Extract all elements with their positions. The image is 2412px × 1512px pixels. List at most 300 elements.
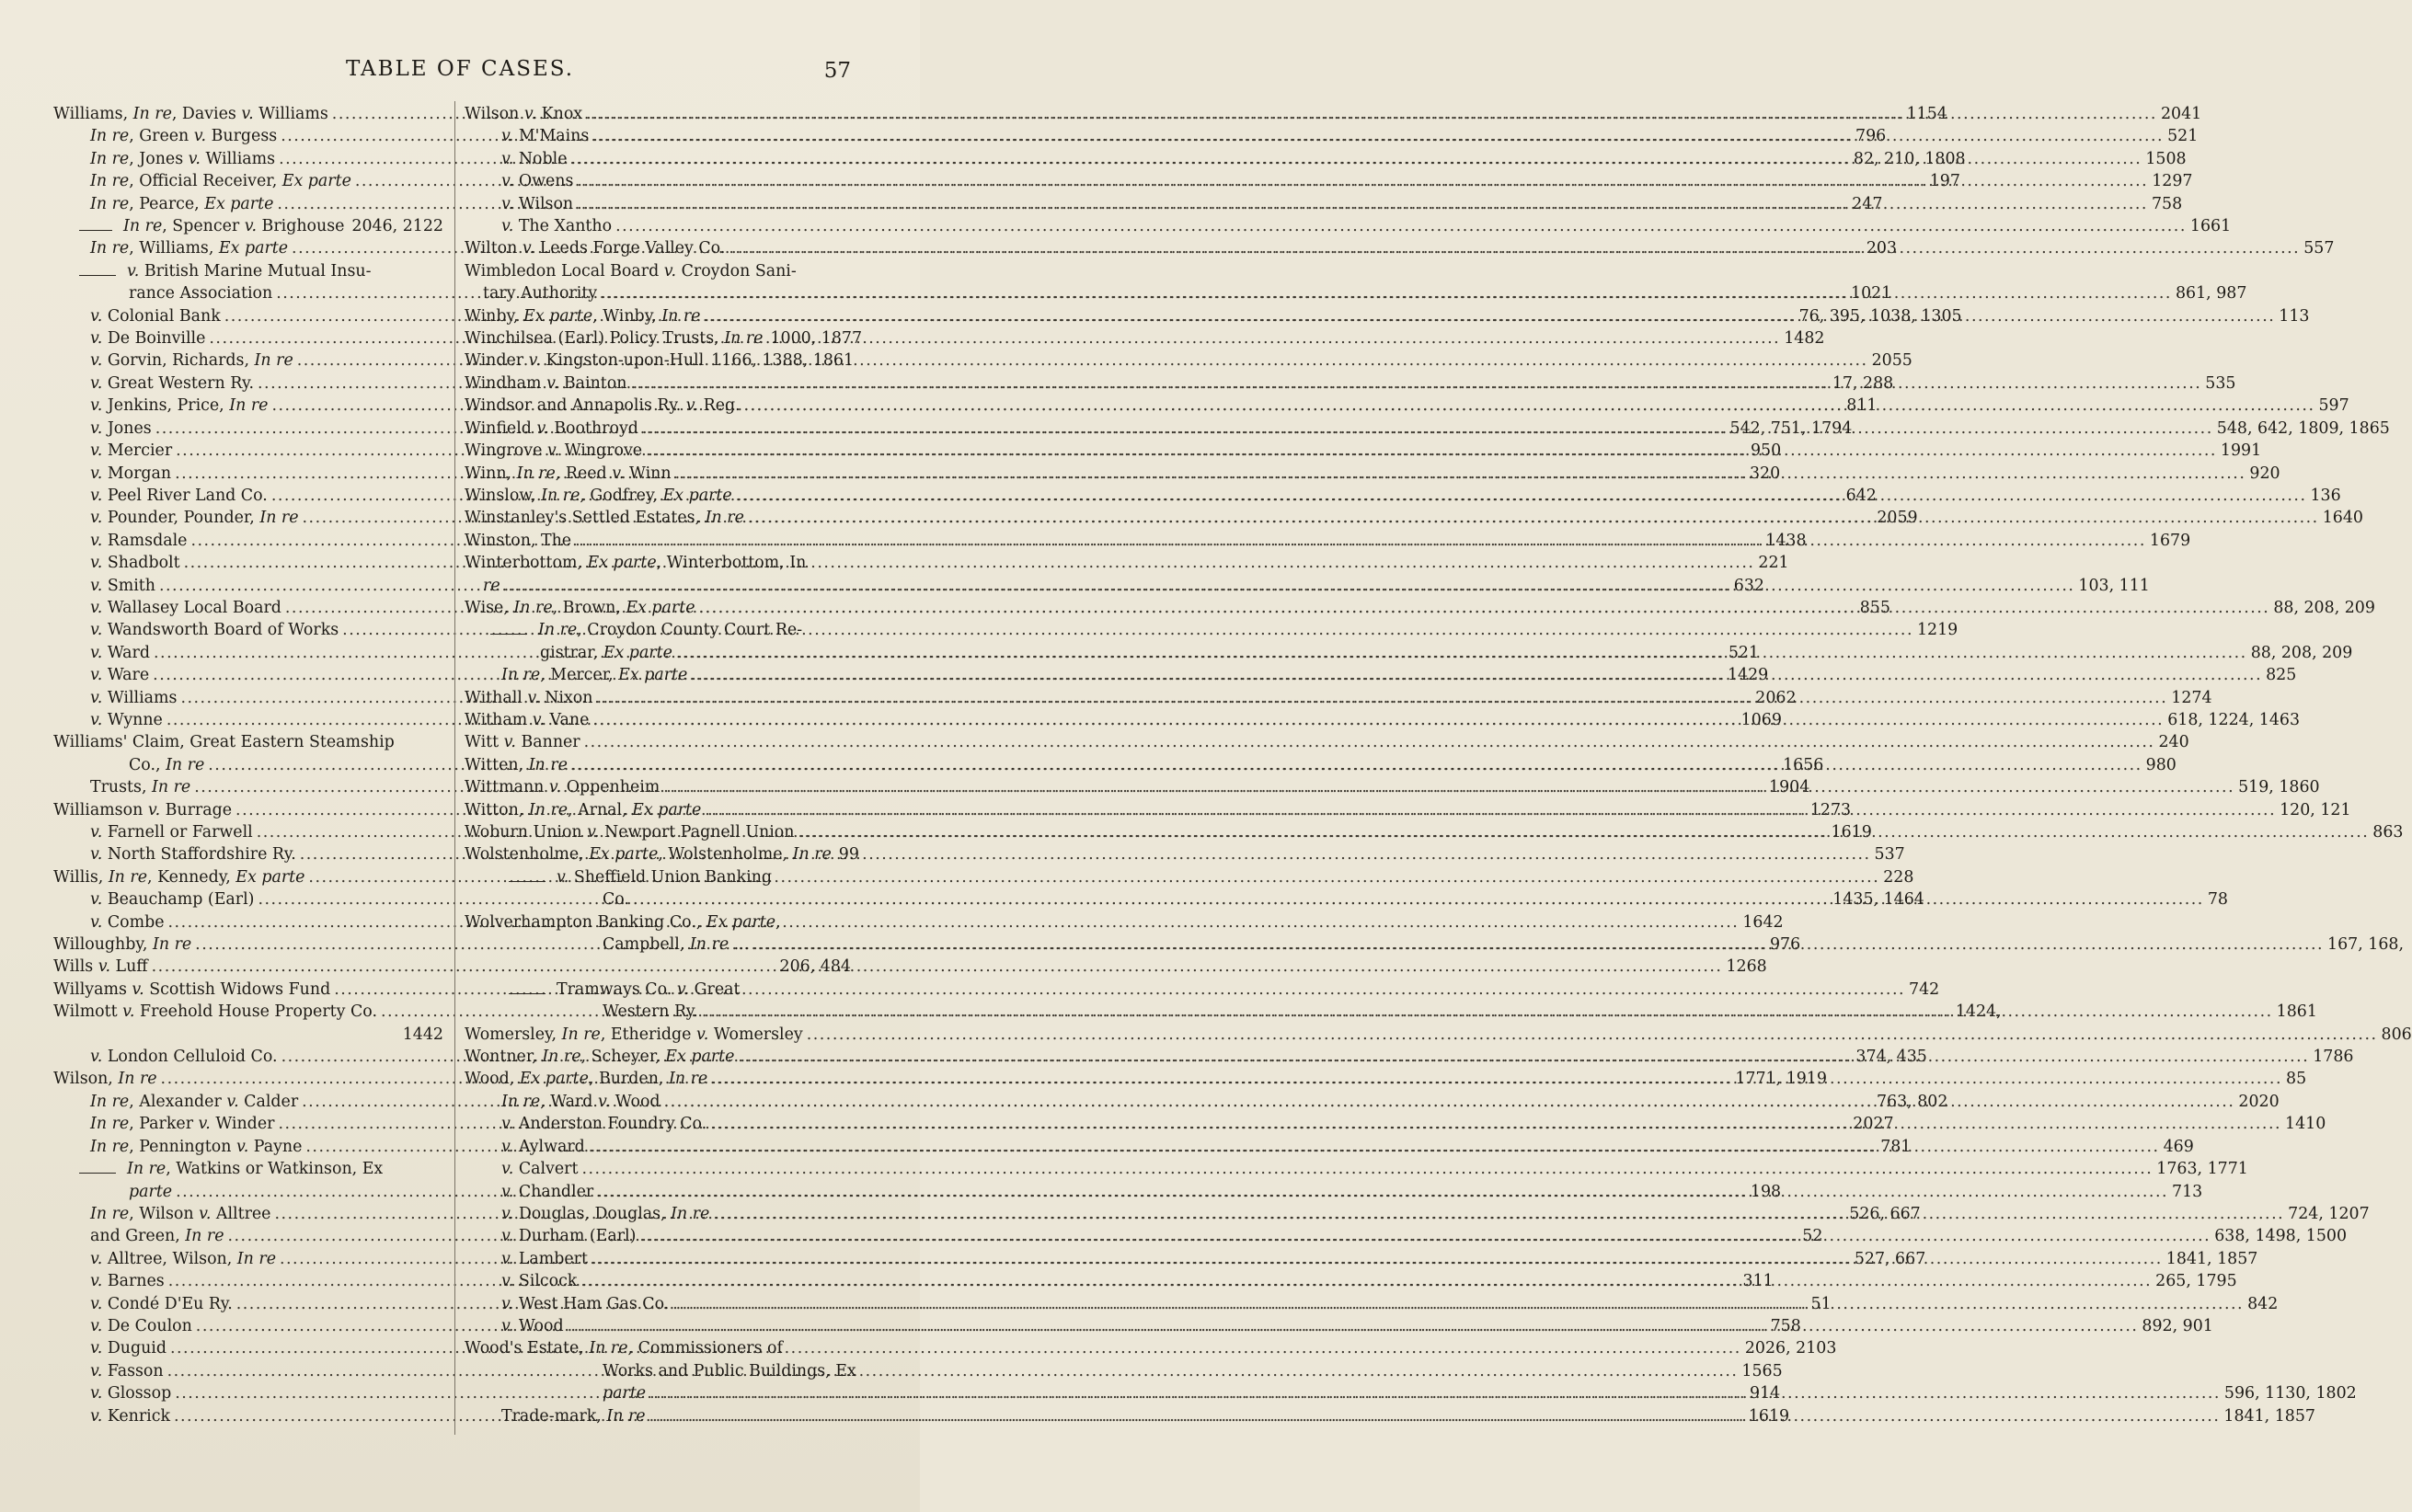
page-references: 1679 (2149, 531, 2191, 550)
case-name: Witten, In re (465, 755, 568, 774)
case-name: v. Combe (90, 912, 165, 932)
index-entry (53, 260, 443, 282)
dot-leader (170, 1337, 1741, 1359)
case-name: v. Glossop (90, 1384, 172, 1403)
case-name: v. Wilson (501, 194, 574, 213)
case-name: v. Jones (90, 418, 152, 438)
dot-leader (168, 911, 1740, 934)
dot-leader (592, 709, 2164, 731)
case-name: v. Sheffield Union Banking (557, 867, 773, 887)
case-name: v. Morgan (90, 464, 172, 483)
case-name: Wolverhampton Banking Co., Ex parte, (465, 912, 781, 932)
page-references: 892, 901 (2142, 1316, 2213, 1335)
column-divider (454, 101, 455, 1435)
dot-leader (649, 1382, 2221, 1404)
case-name: In re, Parker v. Winder (90, 1115, 275, 1134)
page-references: 374, 435 (1855, 1048, 1927, 1067)
page-references: 1021 (1851, 284, 1892, 304)
case-name: Witton, In re, Arnal, Ex parte (465, 800, 702, 819)
case-name: v. De Boinville (90, 329, 206, 349)
page-references: 1442 (402, 1025, 443, 1044)
case-name: v. Pounder, Pounder, In re (90, 509, 299, 528)
page-references: 1482 (1784, 329, 1825, 349)
page-references: 85 (2286, 1070, 2307, 1089)
case-name: v. Wandsworth Board of Works (90, 621, 339, 640)
page-references: 51 (1810, 1294, 1832, 1313)
case-name: v. Ware (90, 666, 150, 685)
dot-leader (630, 372, 2201, 395)
dot-leader (597, 1181, 2168, 1203)
case-name: In re, Croydon County Court Re- (538, 621, 803, 640)
page-references: 2026, 2103 (1744, 1339, 1837, 1358)
case-name: Winfield v. Boothroyd (465, 418, 638, 438)
dot-leader (738, 1046, 2309, 1068)
case-name: v. Mercier (90, 441, 173, 461)
case-name: Wood's Estate, In re, Commissioners of (465, 1339, 783, 1358)
page-references: 618, 1224, 1463 (2167, 710, 2301, 729)
index-entry (465, 1360, 856, 1382)
page-references: 136 (2310, 486, 2341, 505)
ditto-dash (509, 881, 546, 882)
dot-leader (589, 1136, 2160, 1158)
case-name: In re, Watkins or Watkinson, Ex (127, 1160, 384, 1179)
page-references: 527, 667 (1854, 1249, 1926, 1268)
case-name: Works and Public Buildings, Ex (603, 1361, 856, 1380)
page-references: 198 (1750, 1182, 1782, 1201)
index-entry (465, 1337, 851, 1359)
page-references: 320 (1749, 464, 1781, 483)
dot-leader (575, 530, 2146, 552)
page-references: 221 (1758, 554, 1789, 573)
case-name: v. De Coulon (90, 1316, 192, 1335)
page-references: 1763, 1771 (2156, 1160, 2248, 1179)
case-name: In re, Spencer v. Brighouse (123, 217, 345, 236)
page-references: 537 (1874, 845, 1905, 865)
case-name: v. Wynne (90, 710, 163, 729)
case-name: v. Chandler (501, 1182, 594, 1201)
case-name: Williamson v. Burrage (53, 800, 233, 819)
index-entry (53, 1158, 443, 1180)
dot-leader (568, 1315, 2139, 1337)
case-name: v. The Xantho (501, 217, 613, 236)
page-references: 1508 (2145, 149, 2187, 168)
case-name: v. Peel River Land Co. (90, 486, 268, 505)
index-entry (465, 866, 851, 888)
dot-leader (639, 1225, 2211, 1247)
index-entry (465, 911, 851, 934)
case-name: v. Alltree, Wilson, In re (90, 1249, 276, 1268)
page-references: 521 (2167, 127, 2199, 146)
page-references: 1841, 1857 (2165, 1249, 2258, 1268)
page-references: 1297 (2152, 172, 2193, 191)
page-references: 2055 (1871, 351, 1912, 371)
case-name: parte (603, 1384, 647, 1403)
page-references: 1841, 1857 (2223, 1406, 2315, 1426)
case-name: v. Barnes (90, 1272, 165, 1291)
case-name: Winn, In re, Reed v. Winn (465, 464, 672, 483)
page-references: 781 (1880, 1137, 1912, 1156)
case-name: v. Jenkins, Price, In re (90, 396, 269, 416)
page-references: 2059 (1877, 509, 1918, 528)
case-name: v. Great Western Ry. (90, 373, 255, 393)
dot-leader (748, 507, 2319, 529)
case-name: and Green, In re (90, 1227, 224, 1246)
case-name: Co. (603, 890, 629, 910)
case-name: v. Fasson (90, 1361, 164, 1380)
case-name: In re, Official Receiver, Ex parte (90, 172, 351, 191)
dot-leader (167, 1360, 1739, 1382)
dot-leader (713, 1203, 2284, 1225)
dot-leader (744, 395, 2315, 417)
case-name: Windsor and Annapolis Ry. v. Reg. (465, 396, 741, 416)
page-references: 197 (1929, 172, 1960, 191)
case-name: v. Condé D'Eu Ry. (90, 1294, 233, 1313)
dot-leader (586, 103, 2157, 125)
page-references: 206, 484 (779, 957, 851, 977)
page-references: 796 (1855, 127, 1887, 146)
page-references: 1619 (1831, 823, 1872, 842)
index-entry (53, 215, 443, 237)
page-references: 1642 (1742, 912, 1784, 932)
page-references: 2062 (1755, 688, 1797, 707)
page-references: 88, 208, 209 (2273, 598, 2375, 617)
page-references: 120, 121 (2280, 800, 2351, 819)
ditto-dash (509, 993, 546, 994)
case-name: Winston, The (465, 531, 572, 550)
dot-leader (584, 731, 2155, 753)
page-references: 1904 (1769, 778, 1810, 797)
page-references: 240 (2158, 733, 2189, 752)
dot-leader (592, 1248, 2163, 1270)
case-name: Tramways Co. v. Great (557, 979, 741, 999)
dot-leader (663, 776, 2234, 798)
case-name: Wimbledon Local Board v. Croydon Sani- (465, 261, 797, 281)
page-references: 167, 168, (2327, 935, 2405, 955)
page-references: 596, 1130, 1802 (2223, 1384, 2357, 1403)
page-references: 52 (1802, 1227, 1823, 1246)
case-name: In re, Pennington v. Payne (90, 1137, 303, 1156)
dot-leader (807, 1024, 2378, 1046)
case-name: Trusts, In re (90, 778, 191, 797)
case-name: v. British Marine Mutual Insu- (127, 261, 372, 281)
case-name: Winterbottom, Ex parte, Winterbottom, In (465, 554, 807, 573)
case-name: v. Smith (90, 576, 155, 595)
case-name: Co., In re (129, 755, 205, 774)
case-name: v. Gorvin, Richards, In re (90, 351, 293, 371)
page-references: 2020 (2238, 1092, 2280, 1111)
index-entry (465, 619, 851, 641)
dot-leader (581, 1158, 2153, 1180)
case-name: In re, Jones v. Williams (90, 149, 276, 168)
case-name: Withall v. Nixon (465, 688, 593, 707)
index-entry (465, 215, 2232, 237)
dot-leader (580, 1270, 2152, 1292)
page-references: 542, 751, 1794 (1729, 418, 1853, 438)
case-name: Williams, In re, Davies v. Williams (53, 105, 328, 123)
page-references: 557 (2303, 239, 2335, 258)
case-name: Willoughby, In re (53, 935, 192, 955)
case-name: v. Lambert (501, 1249, 588, 1268)
page-title: TABLE OF CASES. (345, 57, 575, 81)
page-references: 535 (2205, 373, 2236, 393)
case-name: v. London Celluloid Co. (90, 1048, 278, 1067)
page-references: 1154 (1906, 105, 1947, 123)
page-references: 1656 (1783, 755, 1824, 774)
case-name: Trade-mark, In re (501, 1406, 646, 1426)
page-references: 1268 (1726, 957, 1767, 977)
case-name: Wilson v. Knox (465, 105, 583, 123)
page-references: 811 (1846, 396, 1878, 416)
page-references: 76, 395, 1038, 1305 (1798, 306, 1962, 326)
dot-leader (702, 1001, 2273, 1023)
case-name: v. Wood (501, 1316, 564, 1335)
case-name: v. North Staffordshire Ry. (90, 845, 296, 865)
dot-leader (798, 821, 2369, 843)
page-references: 632 (1733, 576, 1764, 595)
dot-leader (184, 552, 1755, 574)
index-entry (465, 327, 863, 349)
index-entry (465, 1024, 2412, 1046)
page-references: 2041 (2160, 105, 2202, 123)
page-references: 548, 642, 1809, 1865 (2216, 418, 2390, 438)
case-name: rance Association (129, 284, 273, 304)
case-name: v. M'Mains (501, 127, 590, 146)
page-references: 742 (1909, 979, 1940, 999)
page-references: 758 (2151, 194, 2183, 213)
page-references: 1429 (1727, 666, 1769, 685)
page-references: 17, 288 (1832, 373, 1894, 393)
index-entry (53, 1024, 443, 1046)
page-references: 1661 (2189, 217, 2232, 236)
dot-leader (601, 282, 2172, 304)
page-references: 1273 (1809, 800, 1852, 819)
dot-leader (209, 327, 1780, 349)
ditto-dash (79, 275, 116, 276)
case-name: In re, Pearce, Ex parte (90, 194, 274, 213)
case-name: Winchilsea (Earl) Policy Trusts, In re (465, 329, 764, 349)
dot-leader (736, 485, 2307, 507)
dot-leader (571, 754, 2142, 776)
case-name: In re, Wilson v. Alltree (90, 1204, 271, 1223)
dot-leader (571, 148, 2142, 170)
case-name: v. Noble (501, 149, 568, 168)
page-references: 763, 802 (1876, 1092, 1948, 1111)
case-name: Campbell, In re ... (603, 935, 750, 955)
case-name: v. Shadbolt (90, 554, 180, 573)
page-references: 88, 208, 209 (2250, 643, 2353, 662)
case-name: v. West Ham Gas Co. (501, 1294, 670, 1313)
case-name: re (483, 576, 500, 595)
index-entry (465, 349, 855, 372)
page-references: 1565 (1741, 1361, 1783, 1380)
page-references: 1861 (2276, 1002, 2317, 1022)
page-references: 806 (2381, 1025, 2412, 1044)
page-references: 1424, (1955, 1002, 2002, 1022)
case-name: Wise, In re, Brown, Ex parte (465, 598, 695, 617)
page-number: 57 (823, 59, 851, 83)
case-name: In re, Ward v. Wood (501, 1092, 660, 1111)
case-name: Wood, Ex parte, Burden, In re (465, 1070, 708, 1089)
page-references: 724, 1207 (2288, 1204, 2370, 1223)
page-references: 713 (2172, 1182, 2203, 1201)
case-name: Williams' Claim, Great Eastern Steamship (53, 733, 395, 752)
index-entry (465, 1158, 2248, 1180)
case-name: parte (129, 1182, 173, 1201)
case-name: v. Aylward (501, 1137, 585, 1156)
page-references: 863 (2372, 823, 2404, 842)
dot-leader (577, 193, 2148, 215)
case-name: In re, Williams, Ex parte (90, 239, 289, 258)
dot-leader (672, 1293, 2244, 1315)
case-name: Willis, In re, Kennedy, Ex parte (53, 867, 305, 887)
dot-leader (675, 463, 2246, 485)
page-references: 521 (1728, 643, 1760, 662)
page-references: 1000, 1877 (770, 329, 863, 349)
page-references: 1438 (1765, 531, 1807, 550)
page-references: 82, 210, 1808 (1853, 149, 1966, 168)
page-references: 519, 1860 (2238, 778, 2320, 797)
case-name: v. Farnell or Farwell (90, 823, 253, 842)
page-references: 1991 (2220, 441, 2262, 461)
case-name: Winder v. Kingston-upon-Hull (465, 351, 705, 371)
dot-leader (691, 664, 2262, 686)
page-references: 1619 (1748, 1406, 1790, 1426)
case-name: In re, Green v. Burgess (90, 127, 278, 146)
case-name: v. Silcock (501, 1272, 578, 1291)
page-references: 265, 1795 (2155, 1272, 2237, 1291)
page-references: 1069 (1740, 710, 1782, 729)
case-name: Wontner, In re, Scheyer, Ex parte (465, 1048, 735, 1067)
case-name: Wittmann v. Oppenheim (465, 778, 660, 797)
dot-leader (596, 687, 2167, 709)
case-name: v. Beauchamp (Earl) (90, 890, 255, 910)
dot-leader (633, 888, 2204, 911)
page-references: 920 (2249, 464, 2280, 483)
case-name: In re, Alexander v. Calder (90, 1092, 299, 1111)
dot-leader (711, 1068, 2282, 1090)
dot-leader (664, 1091, 2235, 1113)
case-name: v. Ramsdale (90, 531, 188, 550)
page-references: 1435, 1464 (1832, 890, 1924, 910)
page-references: 99 (838, 845, 859, 865)
case-name: v. Wallasey Local Board (90, 598, 281, 617)
page-references: 597 (2318, 396, 2349, 416)
case-name: v. Owens (501, 172, 574, 191)
case-name: In re, Mercer, Ex parte (501, 666, 688, 685)
case-name: v. Douglas, Douglas, In re (501, 1204, 710, 1223)
case-name: gistrar, Ex parte (540, 643, 672, 662)
index-entry (53, 731, 443, 753)
page-references: 1219 (1916, 621, 1958, 640)
page-references: 1771, 1919 (1735, 1070, 1827, 1089)
case-name: Western Ry. (603, 1002, 698, 1022)
page-references: 758 (1770, 1316, 1801, 1335)
page-references: 247 (1852, 194, 1883, 213)
page-references: 469 (2163, 1137, 2194, 1156)
dot-leader (504, 575, 2075, 597)
case-name: v. Kenrick (90, 1406, 170, 1426)
page-references: 980 (2145, 755, 2177, 774)
case-name: Wilmott v. Freehold House Property Co. (53, 1002, 377, 1022)
ditto-dash (79, 1173, 116, 1174)
page-references: 1274 (2171, 688, 2212, 707)
ditto-dash (490, 634, 527, 635)
page-references: 914 (1750, 1384, 1781, 1403)
case-name: v. Ward (90, 643, 151, 662)
case-name: v. Duguid (90, 1339, 167, 1358)
page-references: 113 (2279, 306, 2310, 326)
page-references: 861, 987 (2175, 284, 2247, 304)
case-name: v. Colonial Bank (90, 306, 221, 326)
index-entry (465, 979, 851, 1001)
case-name: v. Calvert (501, 1160, 579, 1179)
page-references: 855 (1859, 598, 1890, 617)
case-name: Woburn Union v. Newport Pagnell Union (465, 823, 795, 842)
dot-leader (710, 1113, 2281, 1135)
case-name: Wills v. Luff (53, 957, 148, 977)
ditto-dash (79, 230, 112, 231)
case-name: Wilson, In re (53, 1070, 157, 1089)
dot-leader (676, 642, 2247, 664)
dot-leader (592, 125, 2164, 147)
page-references: 2046, 2122 (351, 217, 443, 236)
case-name: Wolstenholme, Ex parte, Wolstenholme, In re (465, 845, 832, 865)
case-name: v. Durham (Earl) (501, 1227, 637, 1246)
index-entry (465, 956, 851, 978)
page-references: 950 (1750, 441, 1782, 461)
case-name: Witt v. Banner (465, 733, 580, 752)
dot-leader (729, 237, 2300, 259)
page-references: 1410 (2285, 1115, 2326, 1134)
index-entry (465, 843, 859, 865)
page-header (0, 57, 920, 94)
index-entry (465, 731, 2189, 753)
dot-leader (705, 799, 2276, 821)
page-references: 203 (1866, 239, 1898, 258)
dot-leader (615, 215, 2187, 237)
case-name: tary Authority (483, 284, 598, 304)
case-name: Winby, Ex parte, Winby, In re (465, 306, 701, 326)
page-references: 1640 (2322, 509, 2363, 528)
case-name: Willyams v. Scottish Widows Fund (53, 979, 331, 999)
page-references: 2027 (1853, 1115, 1894, 1134)
page-references: 103, 111 (2078, 576, 2150, 595)
case-name: Witham v. Vane (465, 710, 590, 729)
page-references: 1166, 1388, 1861 (711, 351, 855, 371)
page-references: 228 (1883, 867, 1914, 887)
dot-leader (646, 440, 2217, 462)
page-references: 1786 (2313, 1048, 2354, 1067)
case-name: Winslow, In re, Godfrey, Ex parte (465, 486, 732, 505)
case-name: Winstanley's Settled Estates, In re (465, 509, 744, 528)
case-name: Windham v. Bainton (465, 373, 627, 393)
page-references: 842 (2247, 1294, 2279, 1313)
case-name: v. Anderston Foundry Co. (501, 1115, 707, 1134)
dot-leader (642, 418, 2213, 440)
page-references: 78 (2207, 890, 2228, 910)
dot-leader (152, 956, 1723, 978)
index-entry (465, 552, 851, 574)
case-name: Wilton v. Leeds Forge Valley Co. (465, 239, 726, 258)
dot-leader (704, 305, 2275, 327)
dot-leader (699, 597, 2270, 619)
case-name: Womersley, In re, Etheridge v. Womersley (465, 1025, 803, 1044)
page-references: 825 (2266, 666, 2297, 685)
page-references: 976 (1769, 935, 1801, 955)
case-name: v. Williams (90, 688, 178, 707)
dot-leader (752, 934, 2324, 956)
page-references: 638, 1498, 1500 (2214, 1227, 2348, 1246)
